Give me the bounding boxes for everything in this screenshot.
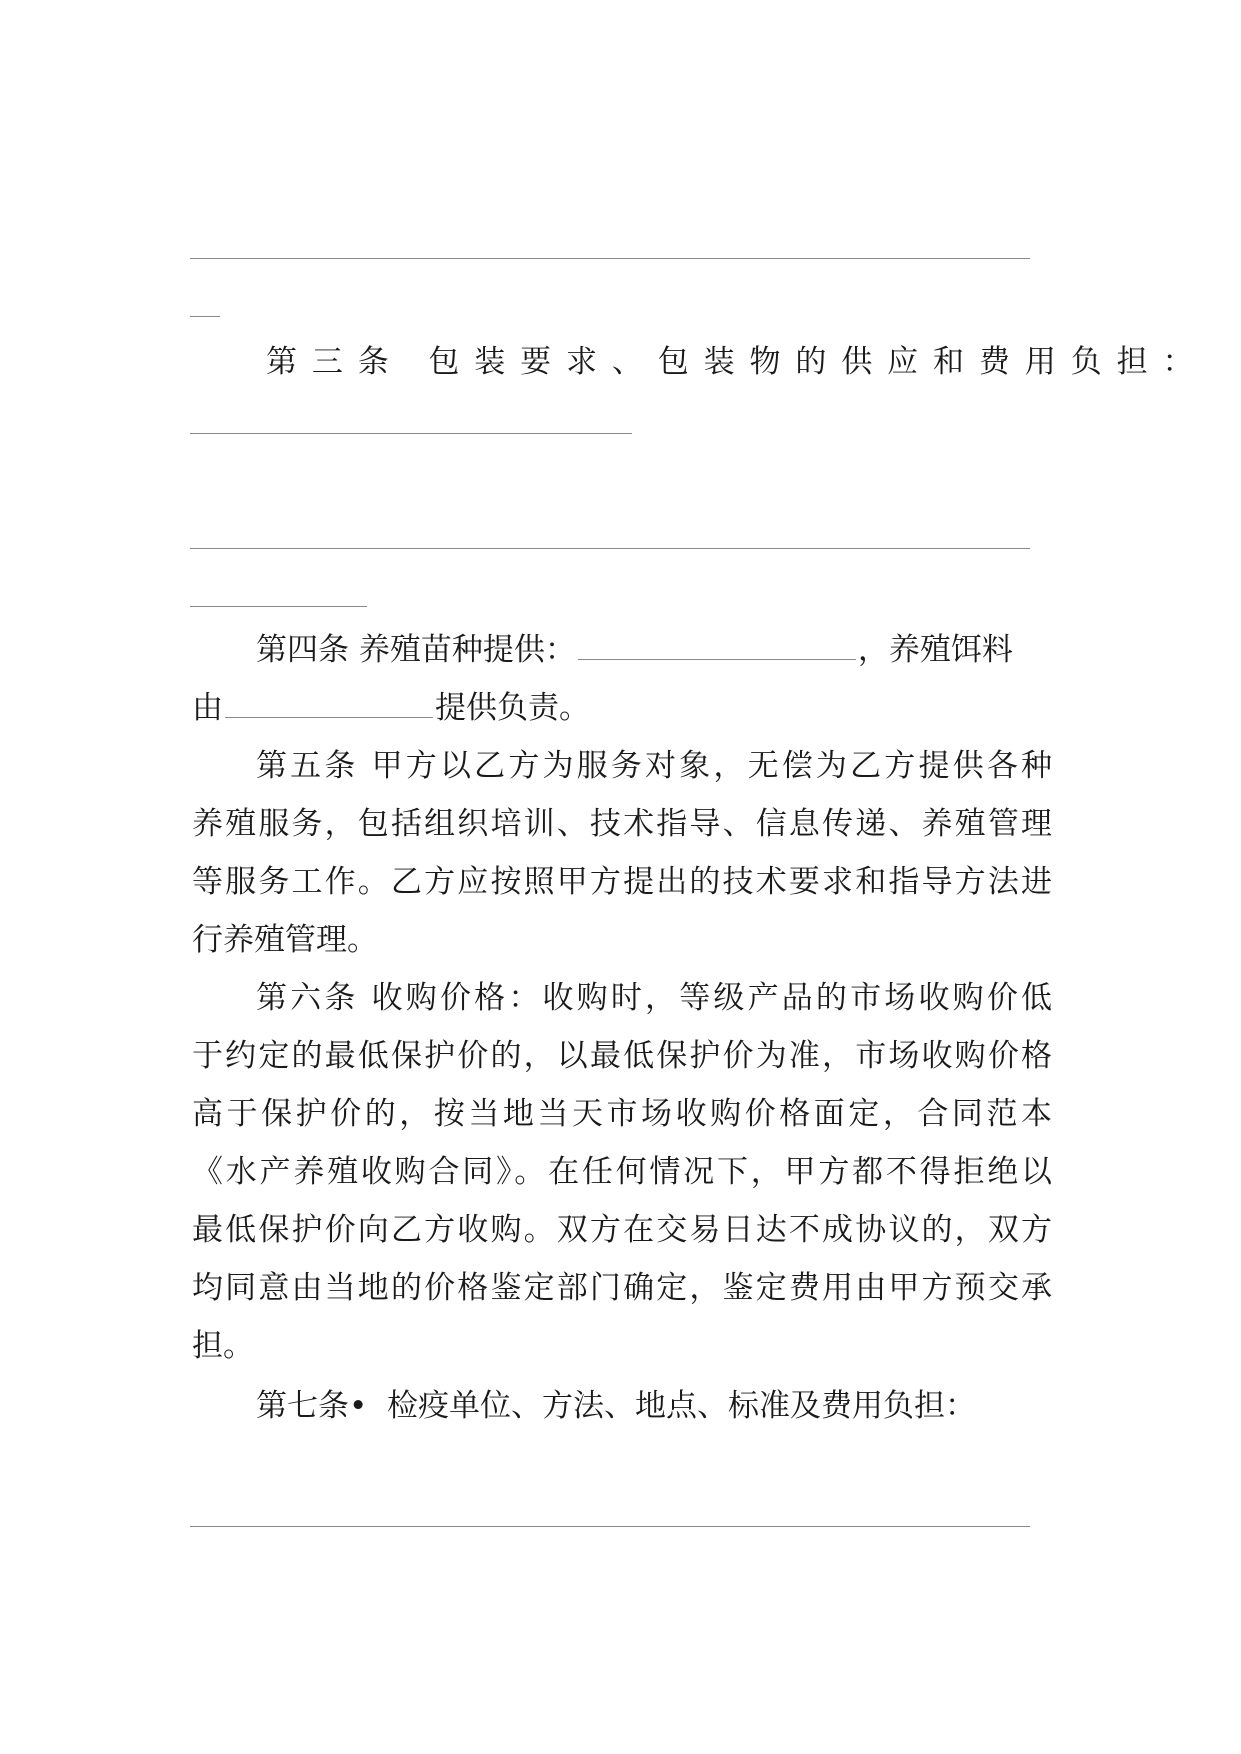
- article-5-line-1: 第五条 甲方以乙方为服务对象，无偿为乙方提供各种: [256, 748, 1053, 784]
- blank-line: [190, 316, 220, 317]
- fill-blank: [578, 658, 856, 660]
- article-number: 第七条•: [256, 1388, 368, 1424]
- blank-line: [190, 548, 1030, 549]
- article-7-heading: [256, 1386, 1052, 1426]
- blank-line: [190, 606, 367, 607]
- blank-line: [190, 1526, 1030, 1527]
- article-title: 检疫单位、方法、地点、标准及费用负担：: [387, 1388, 977, 1424]
- article-5-line-4: 行养殖管理。: [192, 922, 378, 958]
- blank-line: [190, 258, 1030, 259]
- article-6-line-4: 《水产养殖收购合同》。在任何情况下，甲方都不得拒绝以: [192, 1154, 1052, 1190]
- article-6-line-6: 均同意由当地的价格鉴定部门确定，鉴定费用由甲方预交承: [192, 1270, 1052, 1306]
- article-6-line-7: 担。: [192, 1328, 254, 1364]
- fill-blank: [225, 716, 433, 718]
- article-5-line-3: 等服务工作。乙方应按照甲方提出的技术要求和指导方法进: [192, 864, 1052, 900]
- article-number: 第五条: [256, 748, 359, 784]
- article-5-line-2: 养殖服务，包括组织培训、技术指导、信息传递、养殖管理: [192, 806, 1052, 842]
- article-number: 第六条: [256, 980, 359, 1016]
- article-4-line-2: 由 提供负责。: [192, 690, 590, 726]
- article-text: 养殖苗种提供：: [358, 632, 576, 668]
- article-number: 第四条: [256, 632, 349, 668]
- article-6-line-3: 高于保护价的，按当地当天市场收购价格面定，合同范本: [192, 1096, 1052, 1132]
- article-4-line-1: [256, 630, 1052, 670]
- article-title: 包装要求、包装物的供应和费用负担：: [428, 344, 1209, 380]
- article-6-line-5: 最低保护价向乙方收购。双方在交易日达不成协议的，双方: [192, 1212, 1052, 1248]
- blank-line: [190, 433, 632, 434]
- article-number: 第三条: [266, 344, 404, 380]
- article-text: ，养殖饵料: [857, 632, 1013, 668]
- article-6-line-2: 于约定的最低保护价的，以最低保护价为准，市场收购价格: [192, 1038, 1052, 1074]
- article-6-line-1: 第六条 收购价格：收购时，等级产品的市场收购价低: [256, 980, 1053, 1016]
- article-3-heading: [266, 342, 1209, 382]
